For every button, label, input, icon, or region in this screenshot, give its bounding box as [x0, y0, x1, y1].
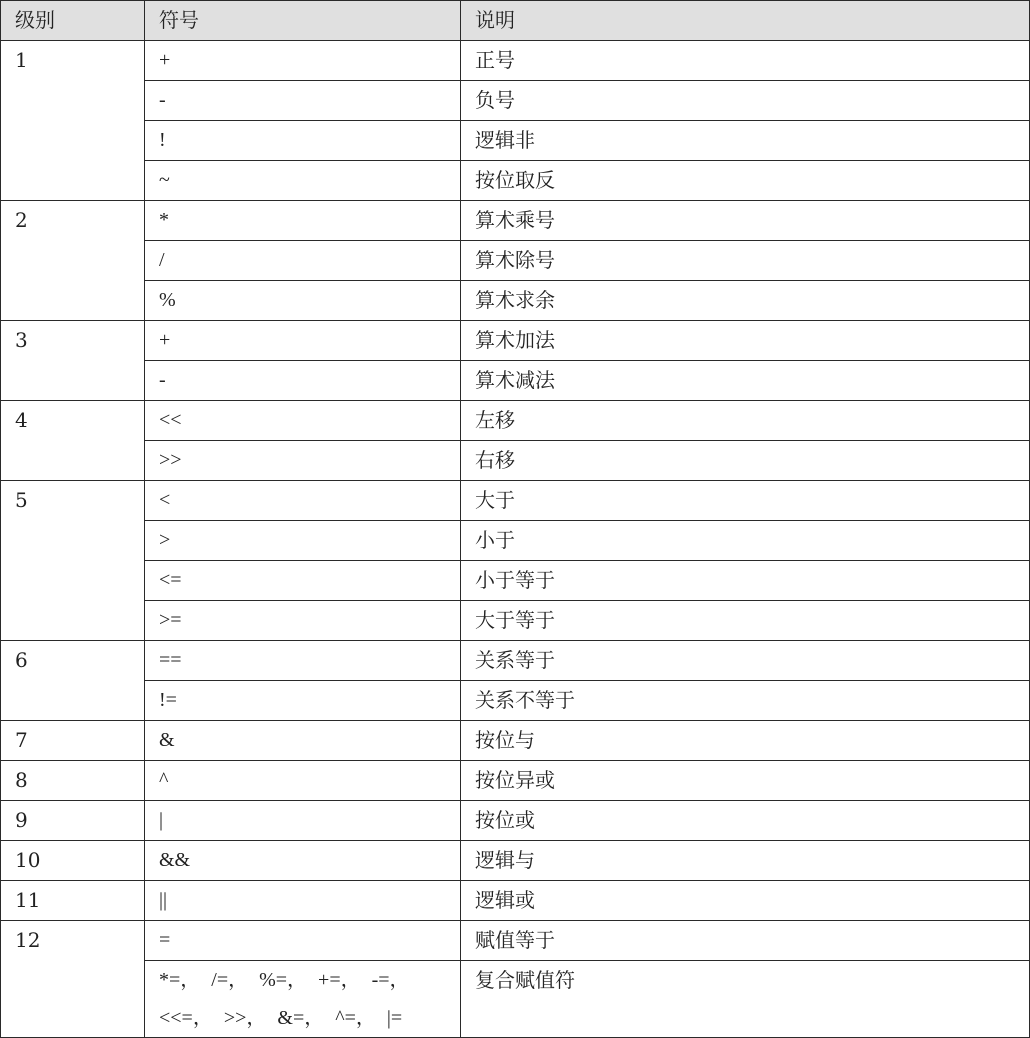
- level-cell: 11: [1, 881, 145, 921]
- table-row: [1, 121, 1030, 161]
- description-cell: 按位异或: [461, 761, 1030, 801]
- level-cell: 3: [1, 321, 145, 401]
- symbol-cell: -: [145, 361, 461, 401]
- level-cell: 1: [1, 41, 145, 201]
- table-row: [1, 81, 1030, 121]
- level-cell: 2: [1, 201, 145, 321]
- table-row: [1, 601, 1030, 641]
- level-cell: 10: [1, 841, 145, 881]
- table-row: [1, 681, 1030, 721]
- table-row: [1, 361, 1030, 401]
- description-cell: 小于: [461, 521, 1030, 561]
- description-cell: 关系等于: [461, 641, 1030, 681]
- description-cell: 小于等于: [461, 561, 1030, 601]
- table-row: [1, 921, 1030, 961]
- symbol-cell: ||: [145, 881, 461, 921]
- description-cell: 按位或: [461, 801, 1030, 841]
- symbol-cell: &&: [145, 841, 461, 881]
- description-cell: 算术求余: [461, 281, 1030, 321]
- description-cell: 逻辑或: [461, 881, 1030, 921]
- symbol-cell: <=: [145, 561, 461, 601]
- symbol-cell: *: [145, 201, 461, 241]
- table-row: [1, 881, 1030, 921]
- table-row: [1, 281, 1030, 321]
- description-cell: 算术除号: [461, 241, 1030, 281]
- symbol-cell: <<: [145, 401, 461, 441]
- description-cell: 负号: [461, 81, 1030, 121]
- table-body: [1, 41, 1030, 1038]
- level-cell: 6: [1, 641, 145, 721]
- table-row: [1, 161, 1030, 201]
- symbol-cell: &: [145, 721, 461, 761]
- description-cell: 正号: [461, 41, 1030, 81]
- symbol-cell: >=: [145, 601, 461, 641]
- symbol-cell: =: [145, 921, 461, 961]
- description-cell: 按位与: [461, 721, 1030, 761]
- table-row: [1, 41, 1030, 81]
- symbol-cell: /: [145, 241, 461, 281]
- level-cell: 7: [1, 721, 145, 761]
- header-symbol: 符号: [145, 1, 461, 41]
- table-header: [1, 1, 1030, 41]
- table-row: [1, 721, 1030, 761]
- symbol-cell: |: [145, 801, 461, 841]
- symbol-cell: >: [145, 521, 461, 561]
- symbol-cell: *=， /=， %=， +=， -=，<<=， >>， &=， ^=， |=: [145, 961, 461, 1038]
- symbol-cell: <: [145, 481, 461, 521]
- table-row: [1, 521, 1030, 561]
- symbol-cell: +: [145, 321, 461, 361]
- table-row: [1, 801, 1030, 841]
- description-cell: 关系不等于: [461, 681, 1030, 721]
- symbol-cell: ==: [145, 641, 461, 681]
- symbol-cell: >>: [145, 441, 461, 481]
- symbol-cell: ^: [145, 761, 461, 801]
- description-cell: 逻辑非: [461, 121, 1030, 161]
- level-cell: 4: [1, 401, 145, 481]
- description-cell: 逻辑与: [461, 841, 1030, 881]
- table-row: [1, 201, 1030, 241]
- table-row: [1, 241, 1030, 281]
- description-cell: 大于等于: [461, 601, 1030, 641]
- description-cell: 左移: [461, 401, 1030, 441]
- table-row: [1, 841, 1030, 881]
- description-cell: 算术乘号: [461, 201, 1030, 241]
- description-cell: 右移: [461, 441, 1030, 481]
- header-row: [1, 1, 1030, 41]
- level-cell: 5: [1, 481, 145, 641]
- description-cell: 算术减法: [461, 361, 1030, 401]
- table-row: [1, 401, 1030, 441]
- table-row: [1, 481, 1030, 521]
- description-cell: 算术加法: [461, 321, 1030, 361]
- level-cell: 12: [1, 921, 145, 1038]
- table-row: [1, 441, 1030, 481]
- description-cell: 大于: [461, 481, 1030, 521]
- symbol-cell: !: [145, 121, 461, 161]
- level-cell: 9: [1, 801, 145, 841]
- symbol-cell: +: [145, 41, 461, 81]
- symbol-cell: !=: [145, 681, 461, 721]
- symbol-cell: -: [145, 81, 461, 121]
- description-cell: 按位取反: [461, 161, 1030, 201]
- header-description: 说明: [461, 1, 1030, 41]
- description-cell: 复合赋值符: [461, 961, 1030, 1038]
- symbol-cell: %: [145, 281, 461, 321]
- header-level: 级别: [1, 1, 145, 41]
- symbol-cell: ~: [145, 161, 461, 201]
- table-row: [1, 761, 1030, 801]
- level-cell: 8: [1, 761, 145, 801]
- table-row: [1, 321, 1030, 361]
- description-cell: 赋值等于: [461, 921, 1030, 961]
- table-row: [1, 641, 1030, 681]
- table-row: [1, 961, 1030, 1038]
- table-row: [1, 561, 1030, 601]
